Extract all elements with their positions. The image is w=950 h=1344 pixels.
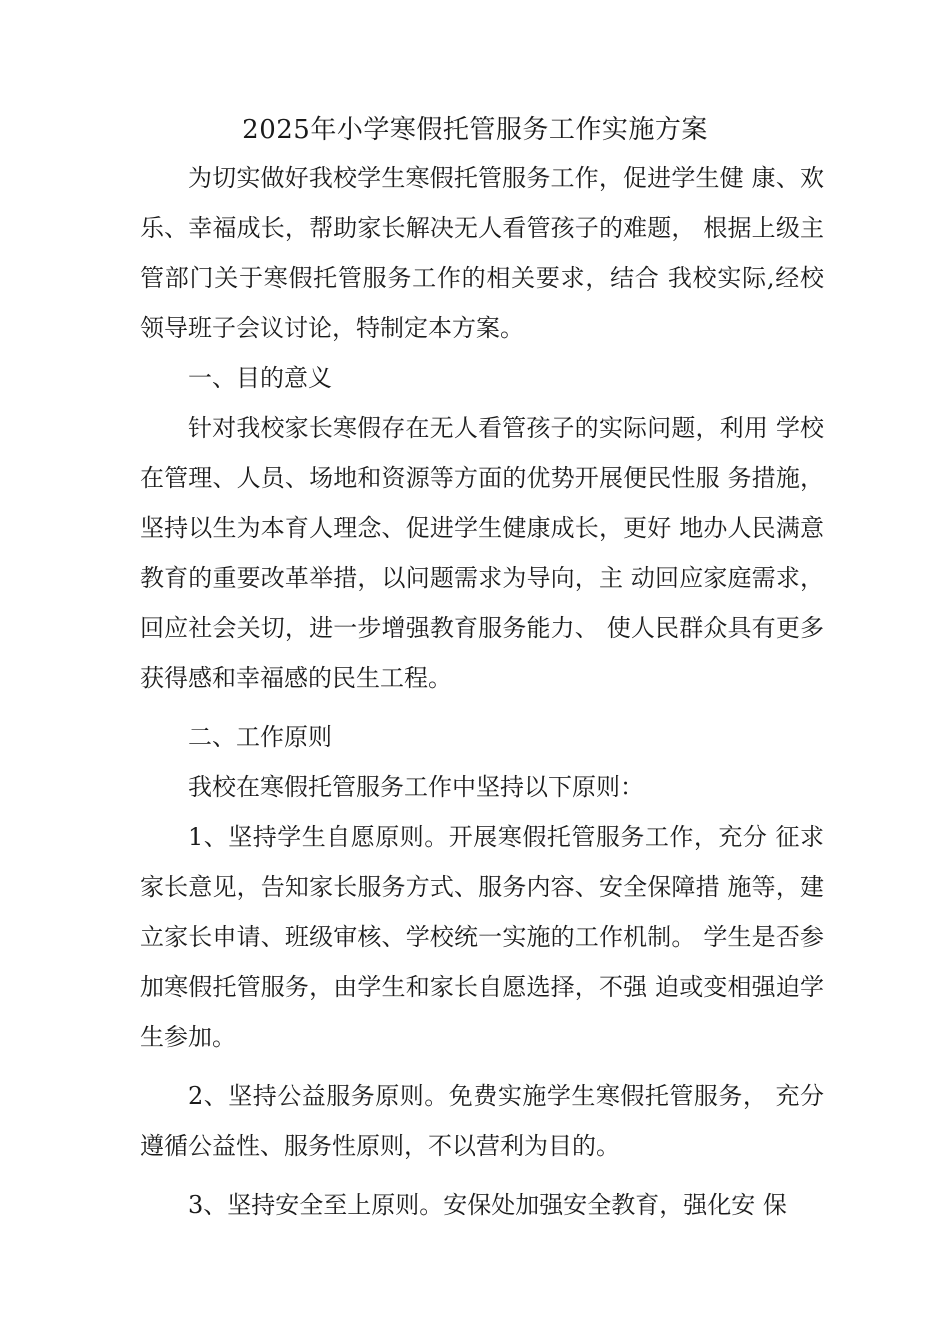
document-title: 2025年小学寒假托管服务工作实施方案 [242,115,708,145]
section-heading-purpose: 一、目的意义 [188,364,332,392]
section-heading-principles: 二、工作原则 [188,723,332,751]
intro-paragraph: 为切实做好我校学生寒假托管服务工作，促进学生健 康、欢乐、幸福成长，帮助家长解决无人看管孩子的难题， 根据上级主管部门关于寒假托管服务工作的相关要求，结合 我校实际,经校领导班子会议讨论，特制定本方案。 [140,164,824,342]
principle-1-paragraph: 1、坚持学生自愿原则。开展寒假托管服务工作，充分 征求家长意见，告知家长服务方式、服务内容、安全保障措 施等，建立家长申请、班级审核、学校统一实施的工作机制。 学生是否参加寒假托管服务，由学生和家长自愿选择，不强 迫或变相强迫学生参加。 [140,823,824,1051]
principle-3-paragraph: 3、坚持安全至上原则。安保处加强安全教育，强化安 保 [188,1191,787,1219]
purpose-paragraph: 针对我校家长寒假存在无人看管孩子的实际问题，利用 学校在管理、人员、场地和资源等方面的优势开展便民性服 务措施，坚持以生为本育人理念、促进学生健康成长，更好 地办人民满意教育的重要改革举措，以问题需求为导向，主 动回应家庭需求，回应社会关切，进一步增强教育服务能力、 使人民群众具有更多获得感和幸福感的民生工程。 [140,414,824,692]
principles-intro-paragraph: 我校在寒假托管服务工作中坚持以下原则： [188,773,644,801]
document-body [140,153,824,1230]
principle-2-paragraph: 2、坚持公益服务原则。免费实施学生寒假托管服务， 充分遵循公益性、服务性原则，不以营利为目的。 [140,1082,824,1160]
